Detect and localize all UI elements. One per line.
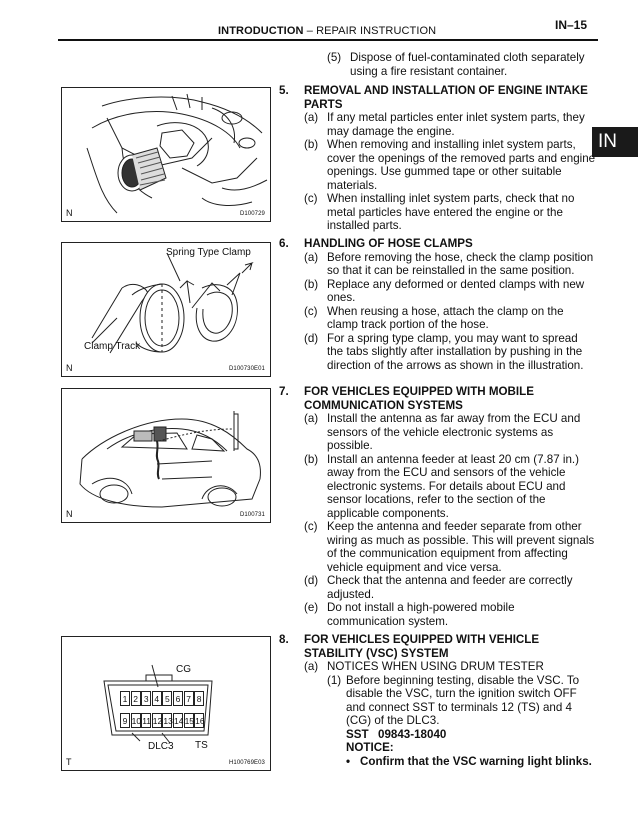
label-ts: TS [195, 740, 208, 751]
item-line: away from the ECU and sensors of the vehicle [327, 466, 566, 479]
subitem-label: (1) [327, 673, 342, 687]
figure-id: D100731 [239, 512, 265, 518]
section-number: 7. [279, 385, 289, 398]
dlc3-pin-row-bottom [120, 713, 205, 728]
section-number: 8. [279, 633, 289, 646]
figure-id: D100730E01 [228, 366, 265, 372]
notice-bullet-text: Confirm that the VSC warning light blinks. [360, 754, 592, 768]
item-line: Do not install a high-powered mobile [327, 601, 515, 614]
item-line: so that it can be reinstalled in the same position. [327, 264, 575, 277]
item-label: (a) [304, 412, 319, 425]
subitem-line: (CG) of the DLC3. [346, 714, 440, 727]
item-label: (d) [304, 574, 319, 587]
notice-label: NOTICE: [346, 741, 394, 754]
item-label: (a) [304, 111, 319, 124]
section-number: 6. [279, 237, 289, 250]
dlc3-pin: 15 [184, 713, 194, 728]
item-line: possible. [327, 439, 373, 452]
dlc3-pin: 11 [141, 713, 151, 728]
section-tab: IN [592, 127, 638, 157]
item-line: may damage the engine. [327, 124, 455, 138]
figure-mark: T [66, 757, 72, 767]
label-cg: CG [176, 664, 191, 675]
page-number: IN–15 [555, 18, 588, 32]
item-line: NOTICES WHEN USING DRUM TESTER [327, 660, 544, 673]
dlc3-pin: 7 [184, 691, 194, 706]
figure-mark: N [66, 363, 73, 373]
subitem-line: disable the VSC, turn the ignition switch OFF [346, 687, 577, 700]
dlc3-pin: 9 [120, 713, 130, 728]
subitem-line: Before beginning testing, disable the VSC. To [346, 673, 580, 687]
item-line: When reusing a hose, attach the clamp on the [327, 304, 564, 318]
figure-vehicle-antenna [61, 388, 271, 523]
header-section: INTRODUCTION [218, 25, 304, 37]
label-dlc3: DLC3 [148, 741, 174, 752]
section-title-line: HANDLING OF HOSE CLAMPS [304, 237, 473, 250]
item-line: adjusted. [327, 587, 375, 601]
item-line: applicable components. [327, 506, 449, 520]
item-body [350, 51, 585, 78]
dlc3-pin: 1 [120, 691, 130, 706]
item-line: When removing and installing inlet system parts, [327, 138, 576, 151]
item-label: (b) [304, 138, 319, 151]
bullet-marker: • [346, 754, 351, 768]
section-title-line: REMOVAL AND INSTALLATION OF ENGINE INTAKE [304, 84, 588, 97]
dlc3-pin: 5 [162, 691, 172, 706]
dlc3-pin: 6 [173, 691, 183, 706]
figure-id: H100769E03 [228, 760, 265, 766]
item-label: (a) [304, 250, 319, 264]
item-line: the tabs slightly after installation by pushing in the [327, 345, 583, 358]
item-line: For a spring type clamp, you may want to spread [327, 331, 578, 345]
item-label: (c) [304, 304, 318, 318]
item-line: installed parts. [327, 219, 402, 232]
figure-mark: N [66, 208, 73, 218]
item-label: (b) [304, 452, 319, 466]
item-line: Check that the antenna and feeder are correctly [327, 574, 573, 587]
section-title-line: COMMUNICATION SYSTEMS [304, 398, 463, 412]
figure-dlc3-connector [61, 636, 271, 771]
dlc3-pin: 16 [194, 713, 204, 728]
item-line: electronic systems. For details about ECU and [327, 479, 566, 493]
item-line: cover the openings of the removed parts and engine [327, 151, 596, 165]
hose-clamp-illustration [62, 243, 270, 376]
item-label: (c) [304, 520, 318, 533]
item-line: Before removing the hose, check the clamp position [327, 250, 594, 264]
item-label: (d) [304, 331, 319, 345]
item-line: using a fire resistant container. [350, 64, 508, 78]
figure-hose-clamp [61, 242, 271, 377]
header-dash: – [306, 25, 313, 37]
vehicle-antenna-illustration [62, 389, 270, 522]
engine-intake-illustration [62, 88, 270, 221]
item-line: Keep the antenna and feeder separate from other [327, 520, 582, 533]
dlc3-pin: 12 [152, 713, 162, 728]
item-line: vehicle equipment and vice versa. [327, 560, 502, 574]
item-line: communication system. [327, 614, 449, 628]
item-line: If any metal particles enter inlet system parts, they [327, 111, 585, 124]
dlc3-pin: 10 [131, 713, 141, 728]
item-label: (e) [304, 601, 319, 614]
item-label: (a) [304, 660, 319, 673]
item-line: of the communication equipment from affecting [327, 547, 568, 560]
item-line: materials. [327, 178, 378, 192]
item-line: wiring as much as possible. This will prevent signals [327, 533, 595, 547]
figure-engine-intake [61, 87, 271, 222]
figure-id: D100729 [239, 211, 265, 217]
item-line: Replace any deformed or dented clamps with new [327, 277, 585, 291]
item-label: (5) [327, 51, 342, 64]
dlc3-pin: 14 [173, 713, 183, 728]
dlc3-pin: 13 [162, 713, 172, 728]
figure-mark: N [66, 509, 73, 519]
item-line: Dispose of fuel-contaminated cloth separately [350, 51, 585, 64]
subitem-line: and connect SST to terminals 12 (TS) and 4 [346, 700, 572, 714]
label-spring-type-clamp: Spring Type Clamp [166, 247, 251, 258]
running-header [218, 25, 436, 37]
item-line: When installing inlet system parts, check that no [327, 192, 575, 205]
sst-number: 09843-18040 [378, 727, 447, 741]
section-number: 5. [279, 84, 289, 97]
item-line: openings. Use gummed tape or other suitable [327, 165, 562, 178]
item-line: direction of the arrows as shown in the illustration. [327, 358, 584, 372]
item-label: (c) [304, 192, 318, 205]
item-line: metal particles have entered the engine or the [327, 205, 563, 219]
dlc3-pin: 2 [131, 691, 141, 706]
label-clamp-track: Clamp Track [84, 341, 141, 352]
section-title-line: STABILITY (VSC) SYSTEM [304, 646, 449, 660]
item-line: sensor locations, refer to the section of the [327, 493, 546, 506]
header-rule [58, 39, 598, 41]
section-title-line: FOR VEHICLES EQUIPPED WITH MOBILE [304, 385, 534, 398]
item-line: sensors of the vehicle electronic systems as [327, 425, 554, 439]
item-line: clamp track portion of the hose. [327, 318, 489, 331]
item-line: Install an antenna feeder at least 20 cm (7.87 in.) [327, 452, 579, 466]
dlc3-pin: 4 [152, 691, 162, 706]
item-label: (b) [304, 277, 319, 291]
item-line: Install the antenna as far away from the ECU and [327, 412, 581, 425]
dlc3-pin-row-top [120, 691, 205, 706]
section-title-line: FOR VEHICLES EQUIPPED WITH VEHICLE [304, 633, 540, 646]
item-line: ones. [327, 291, 356, 304]
section-title-line: PARTS [304, 97, 343, 111]
sst-label: SST [346, 727, 369, 741]
header-subsection: REPAIR INSTRUCTION [316, 25, 437, 37]
dlc3-pin: 3 [141, 691, 151, 706]
dlc3-pin: 8 [194, 691, 204, 706]
